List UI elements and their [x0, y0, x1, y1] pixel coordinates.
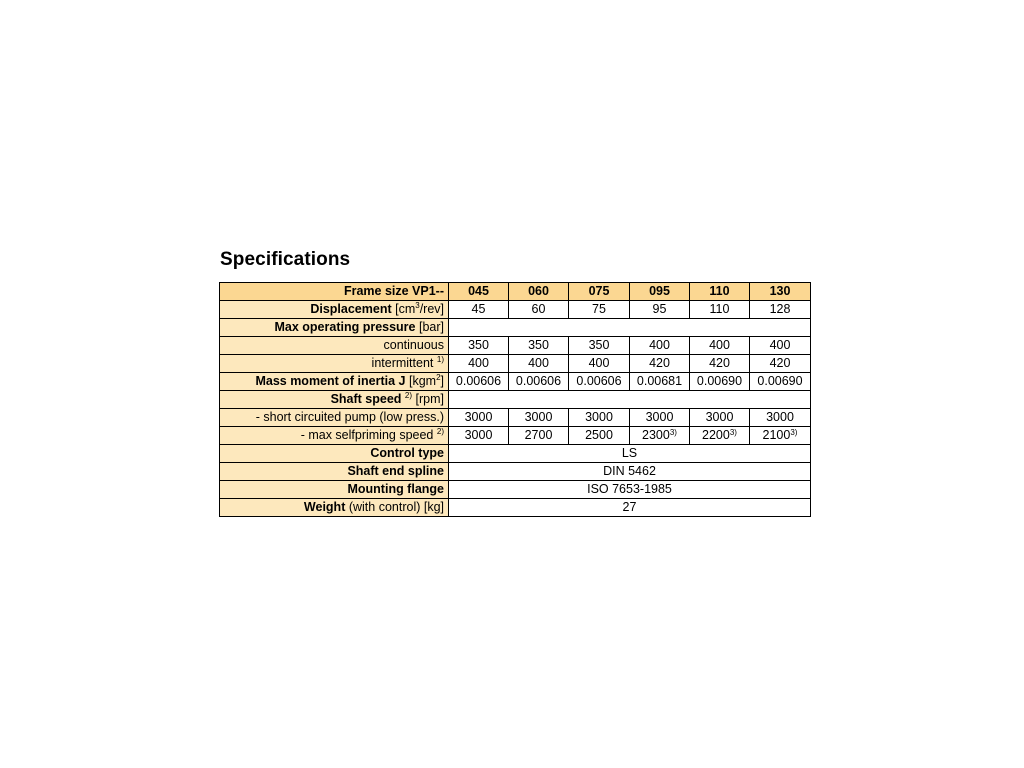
- inertia-value: 0.00606: [509, 373, 569, 391]
- selfpriming-value: 2300$^{3)}$: [630, 427, 690, 445]
- continuous-value: 350: [449, 337, 509, 355]
- selfpriming-value: 2700: [509, 427, 569, 445]
- selfpriming-value: 3000: [449, 427, 509, 445]
- shaft-spline-label: Shaft end spline: [220, 463, 449, 481]
- page-title: Specifications: [220, 249, 351, 270]
- continuous-label: continuous: [220, 337, 449, 355]
- control-type-value: LS: [449, 445, 811, 463]
- specifications-table: [219, 282, 811, 517]
- weight-row: [220, 499, 811, 517]
- shaft-speed-row: [220, 391, 811, 409]
- shaft-speed-label: Shaft speed $^{2)}$ [rpm]: [220, 391, 449, 409]
- control-type-row: [220, 445, 811, 463]
- displacement-row: [220, 301, 811, 319]
- continuous-value: 400: [750, 337, 811, 355]
- intermittent-value: 420: [690, 355, 750, 373]
- short-circuited-value: 3000: [569, 409, 630, 427]
- continuous-value: 350: [569, 337, 630, 355]
- frame-size-cell: 060: [509, 283, 569, 301]
- control-type-label: Control type: [220, 445, 449, 463]
- short-circuited-value: 3000: [750, 409, 811, 427]
- empty-cell: [449, 391, 811, 409]
- shaft-spline-row: [220, 463, 811, 481]
- intermittent-row: [220, 355, 811, 373]
- max-pressure-row: [220, 319, 811, 337]
- selfpriming-value: 2200$^{3)}$: [690, 427, 750, 445]
- table-header-row: [220, 283, 811, 301]
- frame-size-cell: 095: [630, 283, 690, 301]
- frame-size-label: Frame size VP1--: [220, 283, 449, 301]
- inertia-value: 0.00690: [750, 373, 811, 391]
- inertia-value: 0.00681: [630, 373, 690, 391]
- weight-label: Weight (with control) [kg]: [220, 499, 449, 517]
- inertia-value: 0.00606: [449, 373, 509, 391]
- selfpriming-row: [220, 427, 811, 445]
- inertia-value: 0.00690: [690, 373, 750, 391]
- intermittent-value: 420: [630, 355, 690, 373]
- empty-cell: [449, 319, 811, 337]
- frame-size-cell: 130: [750, 283, 811, 301]
- weight-value: 27: [449, 499, 811, 517]
- short-circuited-value: 3000: [449, 409, 509, 427]
- short-circuited-value: 3000: [690, 409, 750, 427]
- short-circuited-label: - short circuited pump (low press.): [220, 409, 449, 427]
- intermittent-value: 420: [750, 355, 811, 373]
- continuous-value: 400: [630, 337, 690, 355]
- mounting-flange-label: Mounting flange: [220, 481, 449, 499]
- intermittent-value: 400: [509, 355, 569, 373]
- inertia-value: 0.00606: [569, 373, 630, 391]
- inertia-row: [220, 373, 811, 391]
- selfpriming-value: 2500: [569, 427, 630, 445]
- displacement-value: 110: [690, 301, 750, 319]
- displacement-value: 45: [449, 301, 509, 319]
- short-circuited-value: 3000: [630, 409, 690, 427]
- frame-size-cell: 110: [690, 283, 750, 301]
- short-circuited-row: [220, 409, 811, 427]
- intermittent-value: 400: [449, 355, 509, 373]
- displacement-value: 95: [630, 301, 690, 319]
- continuous-value: 400: [690, 337, 750, 355]
- inertia-label: Mass moment of inertia J [kgm$^2$]: [220, 373, 449, 391]
- mounting-flange-row: [220, 481, 811, 499]
- displacement-value: 60: [509, 301, 569, 319]
- intermittent-label: intermittent $^{1)}$: [220, 355, 449, 373]
- displacement-label: Displacement $[cm^3/rev]$: [220, 301, 449, 319]
- continuous-value: 350: [509, 337, 569, 355]
- shaft-spline-value: DIN 5462: [449, 463, 811, 481]
- displacement-value: 128: [750, 301, 811, 319]
- short-circuited-value: 3000: [509, 409, 569, 427]
- frame-size-cell: 045: [449, 283, 509, 301]
- displacement-value: 75: [569, 301, 630, 319]
- selfpriming-value: 2100$^{3)}$: [750, 427, 811, 445]
- frame-size-cell: 075: [569, 283, 630, 301]
- max-pressure-label: Max operating pressure [bar]: [220, 319, 449, 337]
- intermittent-value: 400: [569, 355, 630, 373]
- selfpriming-label: - max selfpriming speed $^{2)}$: [220, 427, 449, 445]
- continuous-row: [220, 337, 811, 355]
- mounting-flange-value: ISO 7653-1985: [449, 481, 811, 499]
